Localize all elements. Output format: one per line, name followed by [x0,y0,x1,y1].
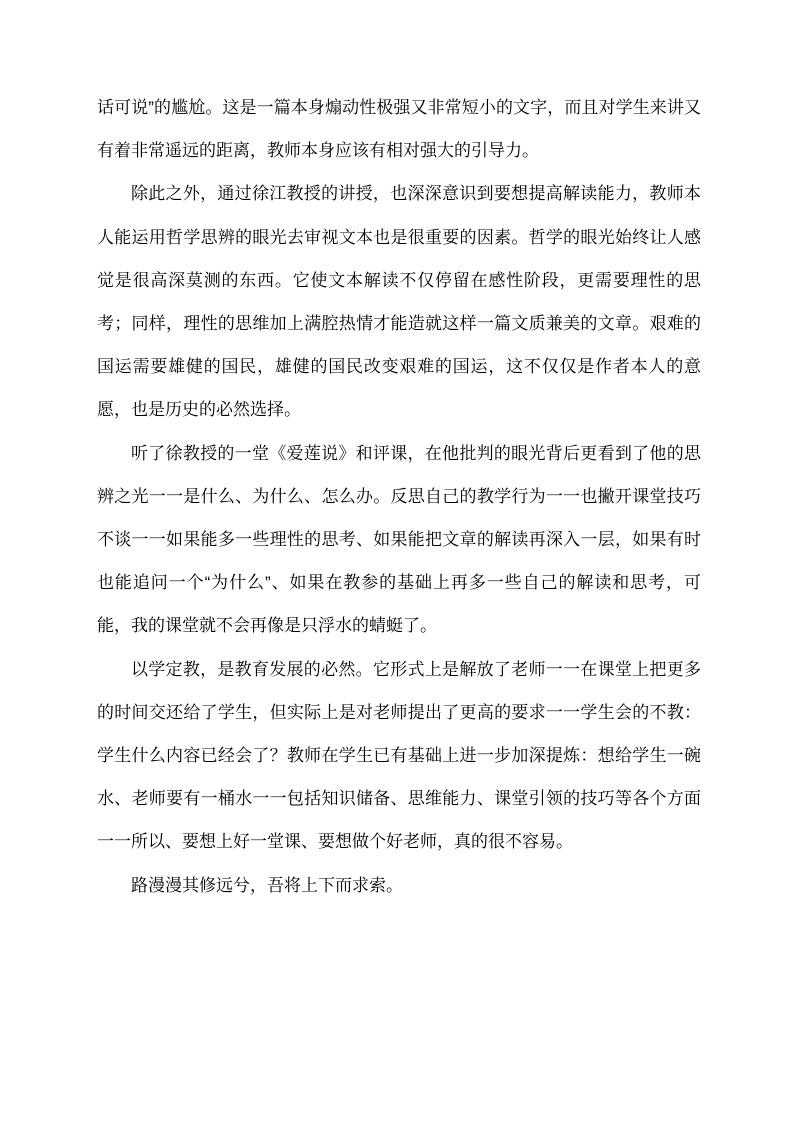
paragraph: 路漫漫其修远兮，吾将上下而求索。 [131,875,403,895]
paragraph: 以学定教，是教育发展的必然。它形式上是解放了老师一一在课堂上把更多的时间交还给了学生，但实际上是对老师提出了更高的要求一一学生会的不教：学生什么内容已经会了？教师在学生已有基础上进一步加深提炼：想给学生一碗水、老师要有一桶水一一包括知识储备、思维能力、课堂引领的技巧等各个方面一一所以、要想上好一堂课、要想做个好老师，真的很不容易。 [97,659,701,852]
paragraph: 除此之外，通过徐江教授的讲授，也深深意识到要想提高解读能力，教师本人能运用哲学思辨的眼光去审视文本也是很重要的因素。哲学的眼光始终让人感觉是很高深莫测的东西。它使文本解读不仅停留在感性阶段，更需要理性的思考；同样，理性的思维加上满腔热情才能造就这样一篇文质兼美的文章。艰难的国运需要雄健的国民，雄健的国民改变艰难的国运，这不仅仅是作者本人的意愿，也是历史的必然选择。 [97,184,701,420]
paragraph: 话可说”的尴尬。这是一篇本身煽动性极强又非常短小的文字，而且对学生来讲又有着非常遥远的距离，教师本身应该有相对强大的引导力。 [97,98,701,161]
document-body-text [97,86,701,907]
paragraph: 听了徐教授的一堂《爱莲说》和评课，在他批判的眼光背后更看到了他的思辨之光一一是什么、为什么、怎么办。反思自己的教学行为一一也撇开课堂技巧不谈一一如果能多一些理性的思考、如果能把文章的解读再深入一层，如果有时也能追问一个“为什么”、如果在教参的基础上再多一些自己的解读和思考，可能，我的课堂就不会再像是只浮水的蜻蜓了。 [97,443,701,636]
